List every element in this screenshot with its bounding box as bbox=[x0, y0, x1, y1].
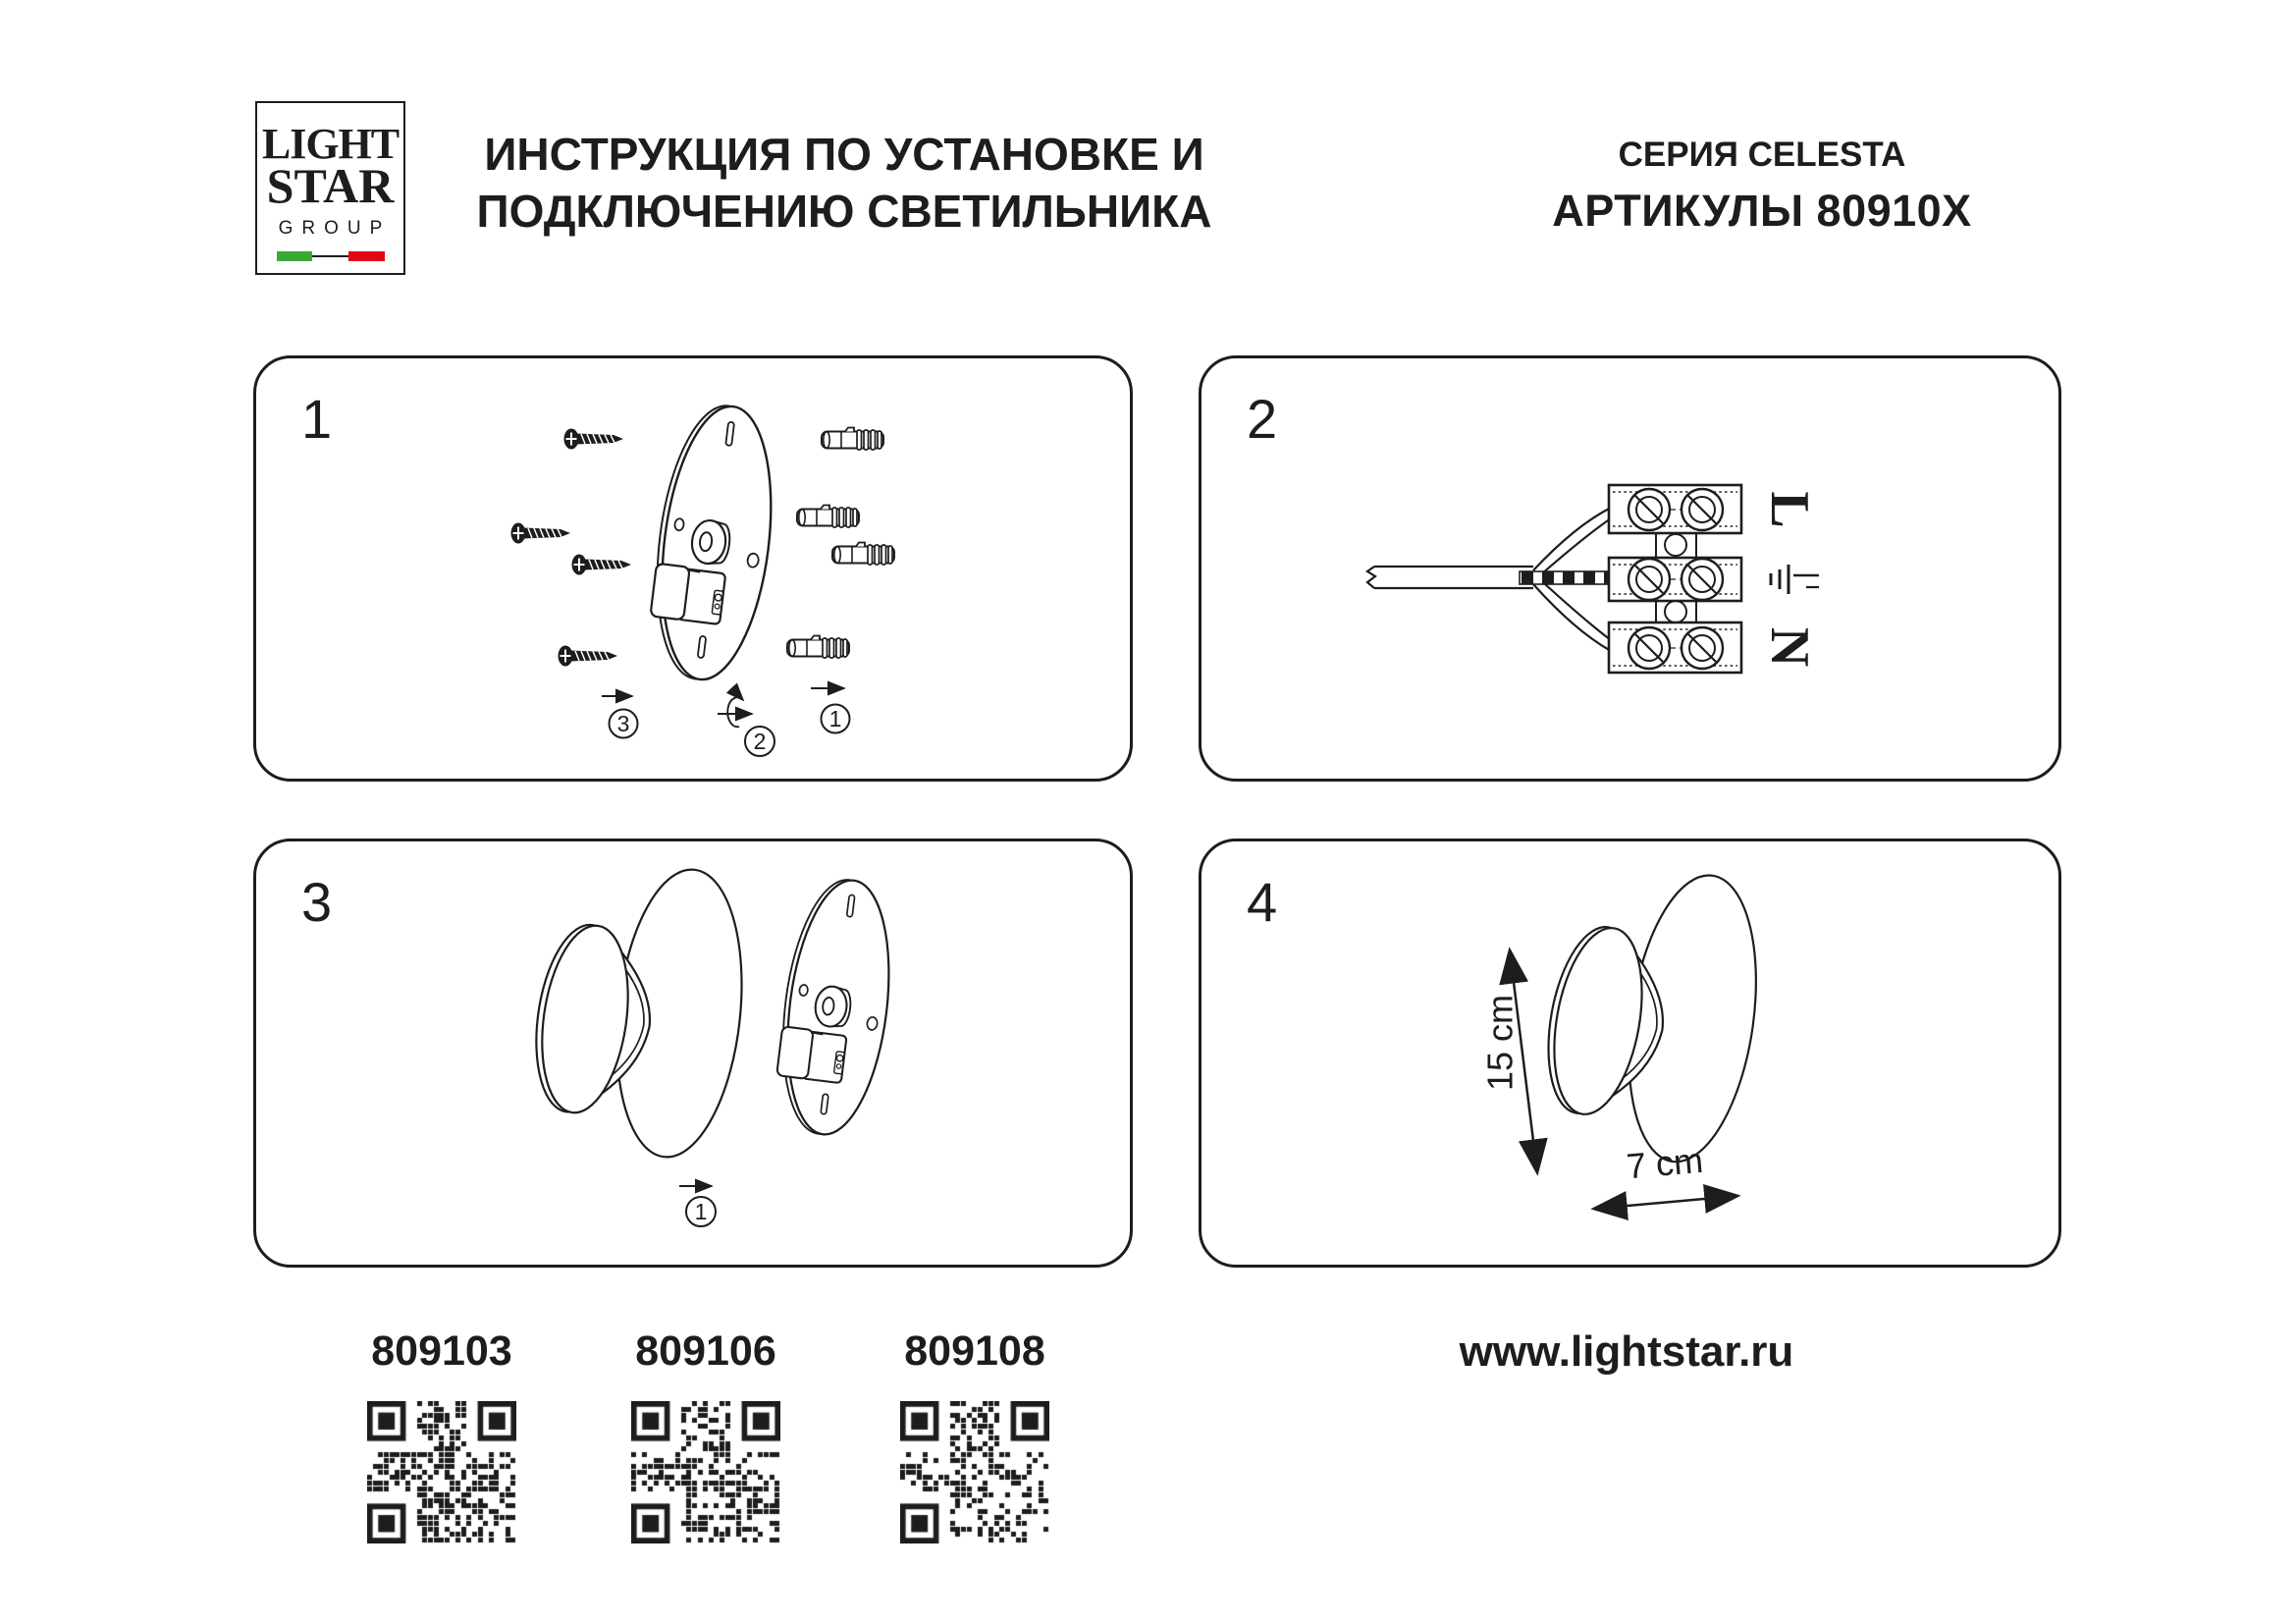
article-code: 809108 bbox=[904, 1327, 1045, 1375]
screw-icon bbox=[511, 429, 632, 667]
article-block bbox=[867, 1326, 1083, 1548]
article-code: 809106 bbox=[635, 1327, 776, 1375]
qr-code bbox=[900, 1401, 1049, 1543]
panel-number: 4 bbox=[1247, 871, 1278, 933]
step3-illustration bbox=[253, 839, 1133, 1268]
step-circle-label: 1 bbox=[828, 706, 842, 731]
website-link[interactable]: www.lightstar.ru bbox=[1459, 1327, 1794, 1376]
step-panel-3 bbox=[253, 839, 1133, 1268]
brand-logo bbox=[255, 101, 405, 275]
step-circle-label: 3 bbox=[616, 711, 630, 736]
step1-illustration bbox=[253, 355, 1133, 782]
series-block bbox=[1536, 136, 1988, 234]
lamp-icon bbox=[525, 863, 755, 1163]
series-name: СЕРИЯ CELESTA bbox=[1618, 135, 1906, 174]
mounting-plate-icon bbox=[771, 874, 902, 1140]
page-title bbox=[422, 126, 1266, 240]
width-dimension-label: 7 cm bbox=[1625, 1139, 1705, 1187]
step4-illustration bbox=[1199, 839, 2061, 1268]
italian-flag-icon bbox=[277, 251, 385, 261]
step-panel-4 bbox=[1199, 839, 2061, 1268]
logo-word-star: STAR bbox=[266, 158, 395, 213]
neutral-terminal-label: N bbox=[1759, 626, 1820, 668]
panel-number: 3 bbox=[301, 871, 333, 933]
step-panel-1 bbox=[253, 355, 1133, 782]
panel-number: 2 bbox=[1247, 388, 1278, 450]
step-circle-label: 1 bbox=[694, 1199, 708, 1224]
height-dimension-label: 15 cm bbox=[1479, 994, 1521, 1092]
dimension-arrow-width bbox=[1594, 1196, 1737, 1209]
step-circle-label: 2 bbox=[753, 729, 767, 754]
line-terminal-label: L bbox=[1759, 491, 1820, 528]
page-title-line2: ПОДКЛЮЧЕНИЮ СВЕТИЛЬНИКА bbox=[476, 186, 1212, 237]
wall-anchor-icon bbox=[787, 428, 894, 659]
logo-word-group: GROUP bbox=[278, 218, 392, 239]
qr-code bbox=[367, 1401, 516, 1543]
article-block bbox=[334, 1326, 550, 1548]
ground-symbol-icon bbox=[1771, 565, 1819, 594]
step2-illustration bbox=[1199, 355, 2061, 782]
terminal-block-icon bbox=[1609, 485, 1741, 673]
qr-code bbox=[631, 1401, 780, 1543]
step-panel-2 bbox=[1199, 355, 2061, 782]
articles-code: АРТИКУЛЫ 80910X bbox=[1552, 186, 1972, 236]
logo-word-light: LIGHT bbox=[261, 120, 400, 168]
panel-number: 1 bbox=[301, 388, 333, 450]
earth-wire-icon bbox=[1520, 571, 1611, 584]
article-code: 809103 bbox=[371, 1327, 512, 1375]
article-block bbox=[598, 1326, 814, 1548]
lamp-icon bbox=[1533, 863, 1773, 1170]
mounting-plate-icon bbox=[643, 400, 784, 685]
page-title-line1: ИНСТРУКЦИЯ ПО УСТАНОВКЕ И bbox=[484, 129, 1204, 180]
rotate-arrow-icon bbox=[727, 697, 743, 727]
